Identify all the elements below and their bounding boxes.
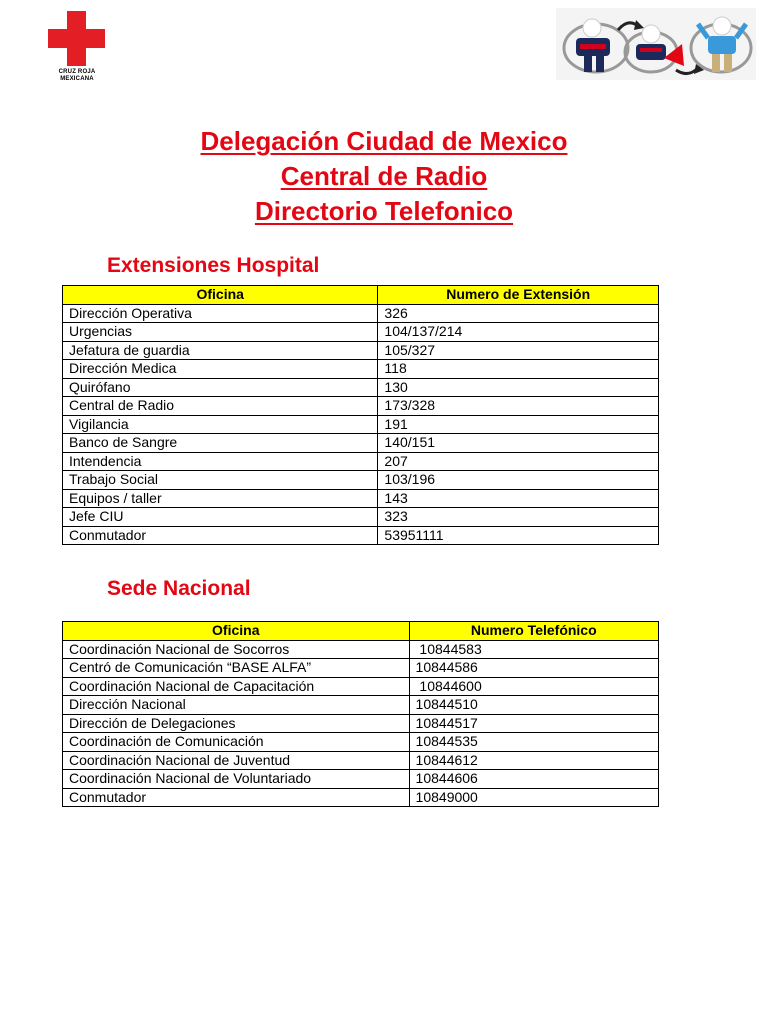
office-cell: Centró de Comunicación “BASE ALFA” xyxy=(63,659,410,678)
extension-cell: 326 xyxy=(378,304,659,323)
column-header-oficina: Oficina xyxy=(63,286,378,305)
table-row xyxy=(63,434,659,453)
extension-cell: 173/328 xyxy=(378,397,659,416)
table-row xyxy=(63,378,659,397)
office-cell: Coordinación Nacional de Socorros xyxy=(63,640,410,659)
hospital-heading: Extensiones Hospital xyxy=(107,254,320,277)
phone-cell: 10844535 xyxy=(409,733,658,752)
office-cell: Banco de Sangre xyxy=(63,434,378,453)
logo-line-2: MEXICANA xyxy=(60,76,94,82)
office-cell: Jefe CIU xyxy=(63,508,378,527)
office-cell: Dirección de Delegaciones xyxy=(63,714,410,733)
table-row xyxy=(63,415,659,434)
phone-cell: 10844586 xyxy=(409,659,658,678)
extension-cell: 130 xyxy=(378,378,659,397)
table-row xyxy=(63,471,659,490)
office-cell: Central de Radio xyxy=(63,397,378,416)
extension-cell: 207 xyxy=(378,452,659,471)
table-row xyxy=(63,304,659,323)
extension-cell: 323 xyxy=(378,508,659,527)
table-row xyxy=(63,770,659,789)
office-cell: Vigilancia xyxy=(63,415,378,434)
phone-cell: 10844583 xyxy=(409,640,658,659)
table-row xyxy=(63,696,659,715)
table-row xyxy=(63,788,659,807)
table-row xyxy=(63,751,659,770)
extension-cell: 105/327 xyxy=(378,341,659,360)
table-row xyxy=(63,508,659,527)
table-row xyxy=(63,640,659,659)
title-line-1: Delegación Ciudad de Mexico xyxy=(200,126,568,156)
table-row xyxy=(63,733,659,752)
office-cell: Equipos / taller xyxy=(63,489,378,508)
table-row xyxy=(63,323,659,342)
office-cell: Trabajo Social xyxy=(63,471,378,490)
office-cell: Conmutador xyxy=(63,788,410,807)
office-cell: Quirófano xyxy=(63,378,378,397)
office-cell: Dirección Medica xyxy=(63,360,378,379)
phone-cell: 10849000 xyxy=(409,788,658,807)
column-header-extension: Numero de Extensión xyxy=(378,286,659,305)
table-row xyxy=(63,360,659,379)
sede-heading: Sede Nacional xyxy=(107,577,251,600)
logo-line-1: CRUZ ROJA xyxy=(58,69,96,75)
phone-cell: 10844600 xyxy=(409,677,658,696)
table-row xyxy=(63,526,659,545)
extension-cell: 53951111 xyxy=(378,526,659,545)
column-header-telefono: Numero Telefónico xyxy=(409,622,658,641)
table-row xyxy=(63,677,659,696)
column-header-oficina: Oficina xyxy=(63,622,410,641)
title-line-3: Directorio Telefonico xyxy=(254,196,514,226)
table-row xyxy=(63,489,659,508)
document-title xyxy=(0,124,768,229)
table-row xyxy=(63,397,659,416)
logo-text xyxy=(40,69,114,83)
office-cell: Intendencia xyxy=(63,452,378,471)
office-cell: Coordinación Nacional de Juventud xyxy=(63,751,410,770)
sede-nacional-table xyxy=(62,621,659,807)
office-cell: Coordinación de Comunicación xyxy=(63,733,410,752)
office-cell: Conmutador xyxy=(63,526,378,545)
extension-cell: 140/151 xyxy=(378,434,659,453)
extension-cell: 143 xyxy=(378,489,659,508)
office-cell: Dirección Nacional xyxy=(63,696,410,715)
phone-cell: 10844510 xyxy=(409,696,658,715)
phone-cell: 10844612 xyxy=(409,751,658,770)
extension-cell: 118 xyxy=(378,360,659,379)
extension-cell: 191 xyxy=(378,415,659,434)
office-cell: Coordinación Nacional de Capacitación xyxy=(63,677,410,696)
people-clipart-icon xyxy=(556,8,756,80)
office-cell: Urgencias xyxy=(63,323,378,342)
table-row xyxy=(63,659,659,678)
table-row xyxy=(63,341,659,360)
table-header-row xyxy=(63,622,659,641)
red-cross-logo-icon xyxy=(48,11,105,66)
office-cell: Dirección Operativa xyxy=(63,304,378,323)
table-row xyxy=(63,714,659,733)
phone-cell: 10844606 xyxy=(409,770,658,789)
table-header-row xyxy=(63,286,659,305)
office-cell: Coordinación Nacional de Voluntariado xyxy=(63,770,410,789)
title-line-2: Central de Radio xyxy=(280,161,488,191)
table-row xyxy=(63,452,659,471)
phone-cell: 10844517 xyxy=(409,714,658,733)
extension-cell: 104/137/214 xyxy=(378,323,659,342)
extension-cell: 103/196 xyxy=(378,471,659,490)
office-cell: Jefatura de guardia xyxy=(63,341,378,360)
hospital-extensions-table xyxy=(62,285,659,545)
